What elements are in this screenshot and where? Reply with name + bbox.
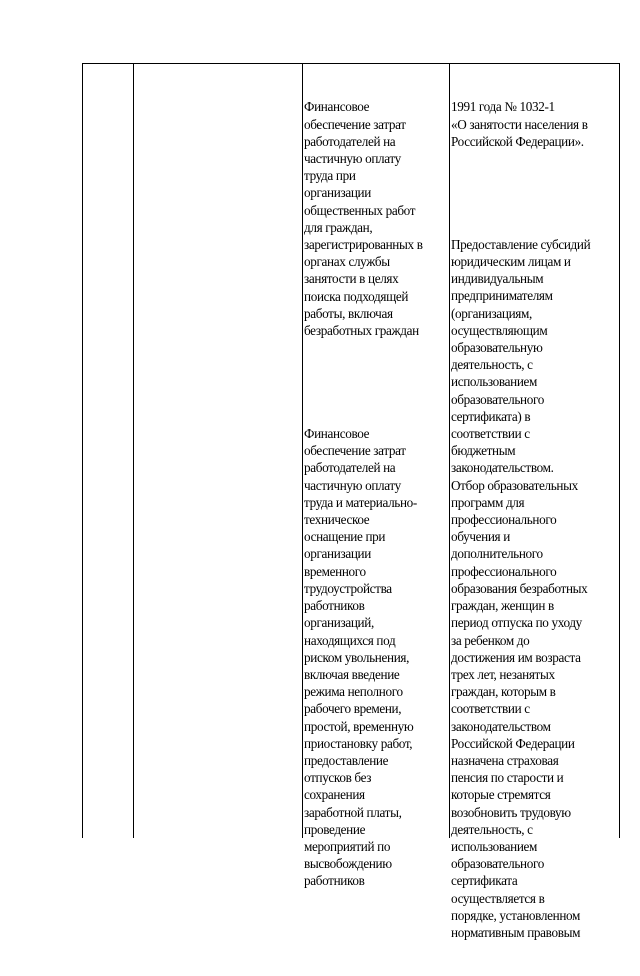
text-line: поиска подходящей: [304, 288, 409, 304]
text-line: Российской Федерации: [451, 735, 575, 751]
legal-basis-cell: [451, 64, 621, 976]
text-line: организации: [304, 185, 371, 201]
text-line: осуществляется в: [451, 890, 545, 906]
text-line: образовательного: [451, 391, 544, 407]
text-line: профессионального: [451, 512, 557, 528]
text-line: заработной платы,: [304, 804, 402, 820]
text-line: период отпуска по уходу: [451, 615, 582, 631]
text-line: образовательного: [451, 856, 544, 872]
column-2-left-border: [133, 63, 134, 838]
text-line: Российской Федерации».: [451, 133, 584, 149]
text-line: частичную оплату: [304, 151, 401, 167]
text-line: обеспечение затрат: [304, 443, 406, 459]
text-line: деятельность, с: [451, 357, 533, 373]
text-line: использованием: [451, 838, 538, 854]
text-line: юридическим лицам и: [451, 254, 571, 270]
measure-paragraph-2: [304, 425, 451, 889]
text-line: включая введение: [304, 666, 400, 682]
text-line: риском увольнения,: [304, 649, 410, 665]
text-line: назначена страховая: [451, 752, 559, 768]
text-line: законодательством.: [451, 460, 554, 476]
column-1-left-border: [82, 63, 83, 838]
measures-cell: [304, 64, 451, 924]
text-line: проведение: [304, 821, 366, 837]
text-line: сертификата) в: [451, 408, 531, 424]
text-line: организации: [304, 546, 371, 562]
text-line: работодателей на: [304, 133, 396, 149]
text-line: порядке, установленном: [451, 907, 581, 923]
text-line: общественных работ: [304, 202, 416, 218]
text-line: режима неполного: [304, 684, 403, 700]
text-line: находящихся под: [304, 632, 396, 648]
text-line: Предоставление субсидий: [451, 236, 591, 252]
text-line: работы, включая: [304, 305, 393, 321]
text-line: обучения и: [451, 529, 510, 545]
document-table: [82, 63, 619, 940]
text-line: программ для: [451, 494, 525, 510]
text-line: деятельность, с: [451, 821, 533, 837]
text-line: техническое: [304, 512, 370, 528]
text-line: использованием: [451, 374, 538, 390]
text-line: частичную оплату: [304, 477, 401, 493]
text-line: соответствии с: [451, 701, 530, 717]
text-line: Отбор образовательных: [451, 477, 578, 493]
text-line: граждан, женщин в: [451, 598, 554, 614]
text-line: временного: [304, 563, 366, 579]
legal-basis-paragraph-2: [451, 236, 621, 941]
text-line: достижения им возраста: [451, 649, 581, 665]
text-line: занятости в целях: [304, 271, 399, 287]
text-line: зарегистрированных в: [304, 237, 423, 253]
text-line: организаций,: [304, 615, 374, 631]
text-line: труда и материально-: [304, 494, 417, 510]
text-line: законодательством: [451, 718, 551, 734]
text-line: (организациям,: [451, 305, 532, 321]
text-line: органах службы: [304, 254, 390, 270]
text-line: обеспечение затрат: [304, 116, 406, 132]
column-3-left-border: [302, 63, 303, 838]
text-line: работодателей на: [304, 460, 396, 476]
text-line: Финансовое: [304, 99, 370, 115]
text-line: 1991 года № 1032-1: [451, 99, 555, 115]
text-line: сертификата: [451, 873, 518, 889]
text-line: рабочего времени,: [304, 701, 402, 717]
text-line: работников: [304, 873, 365, 889]
text-line: «О занятости населения в: [451, 116, 588, 132]
text-line: за ребенком до: [451, 632, 530, 648]
text-line: Финансовое: [304, 426, 370, 442]
text-line: предпринимателям: [451, 288, 553, 304]
text-line: мероприятий по: [304, 838, 391, 854]
text-line: трудоустройства: [304, 580, 392, 596]
text-line: нормативным правовым: [451, 924, 581, 940]
text-line: отпусков без: [304, 770, 372, 786]
text-line: бюджетным: [451, 443, 516, 459]
text-line: индивидуальным: [451, 271, 544, 287]
text-line: осуществляющим: [451, 322, 548, 338]
text-line: для граждан,: [304, 219, 373, 235]
text-line: приостановку работ,: [304, 735, 413, 751]
text-line: безработных граждан: [304, 323, 419, 339]
text-line: трех лет, незанятых: [451, 666, 555, 682]
text-line: возобновить трудовую: [451, 804, 571, 820]
text-line: труда при: [304, 168, 356, 184]
text-line: профессионального: [451, 563, 557, 579]
text-line: простой, временную: [304, 718, 414, 734]
text-line: соответствии с: [451, 426, 530, 442]
measure-paragraph-1: [304, 98, 451, 339]
legal-basis-paragraph-1: [451, 98, 621, 150]
text-line: оснащение при: [304, 529, 386, 545]
text-line: образовательную: [451, 340, 543, 356]
text-line: высвобождению: [304, 856, 392, 872]
text-line: которые стремятся: [451, 787, 551, 803]
text-line: граждан, которым в: [451, 684, 556, 700]
text-line: пенсия по старости и: [451, 770, 564, 786]
text-line: предоставление: [304, 752, 389, 768]
text-line: дополнительного: [451, 546, 543, 562]
text-line: сохранения: [304, 787, 365, 803]
text-line: работников: [304, 598, 365, 614]
text-line: образования безработных: [451, 580, 588, 596]
